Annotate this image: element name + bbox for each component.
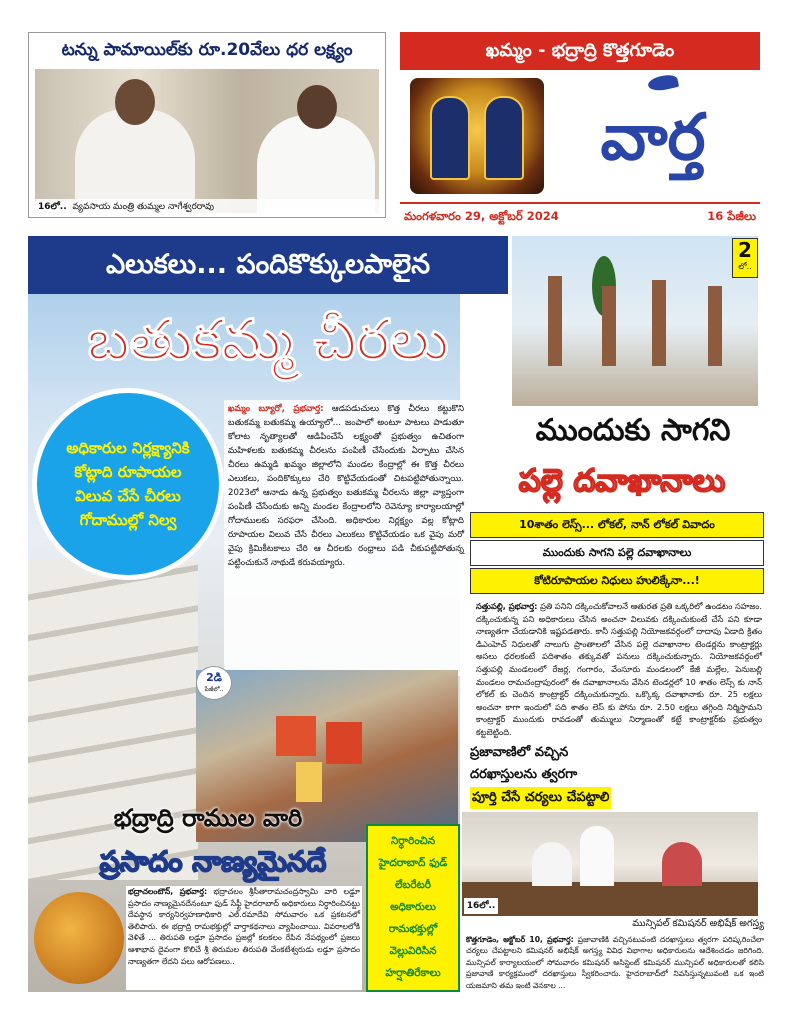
temple-roof-2 (326, 722, 362, 764)
food-lab-line-6: వెల్లువిరిసిన (389, 945, 437, 957)
bar-crore-funds: కోటిరూపాయల నిధులు హులిక్కేనా...! (470, 568, 764, 594)
food-lab-line-5: రామభక్తుల్లో (388, 923, 438, 935)
prajavani-headline-line-3: పూర్తి చేసే చర్యలు చేపట్టాలి (470, 787, 611, 809)
right-headline-top: ముందుకు సాగని (498, 406, 768, 456)
prajavani-headline (466, 740, 766, 812)
circle-callout-text: అధికారుల నిర్లక్ష్యానికి కోట్లాది రూపాయల విలువ చేసే చీరలు గోదాముల్లో నిల్వ (66, 439, 190, 529)
lead-body-text: ఆడపడుచులు కొత్త చీరలు కట్టుకొని బతుకమ్మ బతుకమ్మ ఉయ్యాలో... జంపాలో అంటూ పాటలు పాడుతూ కోలాట నృత్యాలతో ఆడిపించేసే లక్ష్యంతో ప్రభుత్వం ఉచితంగా మహిళలకు బతుకమ్మ చీరలను పంపిణీ చేసేందుకు ఏర్పాటు చేసిన చీరలు ఉమ్మడి ఖమ్మం జిల్లాలోని మండల కేంద్రాల్లో ఈ కొత్త చీరలు ఎలుకలు, పందికొక్కులు చేరి కొట్టివేయడంతో చిటపట్టిపోతున్నాయి. 2023లో ఆనాడు ఉన్న ప్రభుత్వం బతుకమ్మ చీరలను జిల్లా వ్యాప్తంగా పంపిణీ చేసేందుకు అన్ని మండల కేంద్రాలలోని రెవెన్యూ కార్యాలయాల్లో గోదాములకు సరఫరా చేసింది. అధికారుల నిర్లక్ష్యం వల్ల కోట్లాది రూపాయల విలువ చేసే చీరలు ఎలుకలు కొట్టివేయడం ఒక వైపు మరో వైపు క్రిమికీటకాలు చేరి ఆ చీరలకు రంధ్రాలు పడి చీకుపట్టిపోతున్న పట్టించుకునే నాథుడే కరువయ్యారు. (228, 404, 464, 568)
lead-circle-callout (32, 388, 224, 580)
2d-badge-line1: 2డి (206, 671, 222, 684)
lead-kicker: ఎలుకలు... పందికొక్కులపాలైన (28, 236, 508, 294)
temple-body-text: భద్రాచలం శ్రీసీతారామచంద్రస్వామి వారి లడ్డూ ప్రసాదం నాణ్యమైనదేనంటూ ఫుడ్ సేఫ్టీ హైదరాబాద్ అధికారులు నిర్ధారించినట్టు దేవస్థాన కార్యనిర్వహణాధికారి ఎల్.రమాదేవి సోమవారం ఒక ప్రకటనలో తెలిపారు. ఈ భద్రాద్రి రామభక్తుల్లో వార్తాకథనాలు వ్యాపించాయి. వివరాలలోకి వెళితే ... తిరుపతి లడ్డూ ప్రసాదం ప్రజల్లో కలకలం రేపిన నేపథ్యంలో ప్రజలు ఆశాభావ దైవంగా కొలిచే శ్రీ తిరుమల తిరుపతి వేంకటేశ్వరుడు లడ్డూ ప్రసాదం నాణ్యతగా లేదని పలు ఆరోపణలు.. (128, 887, 360, 966)
food-lab-line-4: అధికారులు (390, 901, 436, 913)
desk (462, 882, 758, 916)
person-left-head (115, 79, 155, 125)
page-2-number: 2 (738, 238, 752, 262)
newspaper-name: వార్త (600, 101, 706, 175)
person-seated-2 (662, 842, 702, 886)
page-count: 16 పేజీలు (707, 209, 756, 223)
prajavani-body-text: ప్రజావాణికి వచ్చినటువంటి దరఖాస్తులు త్వరగా పరిష్కరించేలా చర్యలు చేపట్టాలని కమిషనర్ అభిషేక్ అగస్త్య వివిధ విభాగాల అధికారులను ఆదేశించడం జరిగింది. మున్సిపల్ కార్యాలయంలో సోమవారం కమిషనర్ అసిస్టెంట్ కమిషనర్ మున్సిపల్ అధికారులతో కలిసి ప్రజావాణి కార్యక్రమంలో దరఖాస్తులు స్వీకరించారు. హైదరాబాద్‌లో నివసిస్తున్నటువంటి ఒక ఇంటి యజమాని తమ ఇంటి వెనకాల ... (466, 935, 764, 990)
right-bars (470, 512, 764, 596)
palm-oil-page-ref: 16లో.. (35, 202, 70, 212)
bar-10-percent: 10శాతం లెస్స్... లోకల్, నాన్ లోకల్ వివాదం (470, 512, 764, 538)
person-standing (580, 826, 614, 886)
bar-not-progressing: ముందుకు సాగని పల్లె దవాఖానాలు (470, 540, 764, 566)
right-byline: సత్తుపల్లి, ప్రభవార్త: (476, 601, 538, 611)
deity-right (484, 96, 524, 180)
food-lab-line-7: హర్షాతిరేకాలు (385, 967, 441, 979)
minister-photo (35, 69, 379, 213)
person-right-head (297, 85, 337, 129)
temple-tower (296, 762, 322, 802)
lead-byline: ఖమ్మం బ్యూరో, ప్రభవార్త: (228, 404, 324, 414)
masthead-region: ఖమ్మం - భద్రాద్రి కొత్తగూడెం (400, 32, 760, 70)
pillar-3 (652, 280, 666, 366)
temple-roof-1 (276, 716, 316, 756)
food-lab-line-2: హైదరాబాద్ ఫుడ్ (378, 857, 448, 869)
right-headline-bottom: పల్లె దవాఖానాలు (476, 452, 768, 510)
food-lab-line-3: లేబరేటరీ (395, 879, 431, 891)
2d-page-badge (196, 666, 232, 700)
pillar-4 (708, 286, 722, 366)
masthead (400, 32, 760, 230)
temple-byline: భద్రాచలంటౌన్, ప్రభవార్త: (128, 887, 208, 896)
temple-deity-image (410, 78, 544, 194)
prajavani-headline-line-1: ప్రజావాణిలో వచ్చిన (470, 745, 569, 760)
lead-body (224, 400, 468, 676)
page-2-badge (732, 238, 758, 278)
palm-oil-caption-bar (35, 199, 379, 215)
temple-body (126, 886, 362, 990)
person-seated-1 (532, 842, 572, 886)
right-body-text: ప్రతి పనిని దక్కించుకోవాలనే ఆతురత ప్రతి ఒక్కరిలో ఉండటం సహజం. దక్కించుకున్న పని అధికారులు చేసిన అంచనా విలువకు దక్కించుకుంటే చేసే పని కూడా నాణ్యతగా చేయడానికి ఇష్టపడతారు. కానీ సత్తుపల్లి నియోజకవర్గంలో దాదాపు ఏడాది క్రితం డిఎంహెచ్ నిధులతో నాలుగు ప్రాంతాలలో వేసిన పల్లె దవాఖానాల టెండర్లను కాంట్రాక్టర్లు అసలు ధరలకంటే పదిశాతం తక్కువతో పనులు దక్కించుకున్నారు. నియోజకవర్గంలో సత్తుపల్లి మండలంలో రేజర్ల, గంగారం, వేంసూరు మండలంలో కేజీ మల్లేల, పెనుబల్లి మండలం రామచంద్రాపురంలో ఈ దవాఖానాలను వేసిన టెండర్లలో 10 శాతం లెస్స్ కు నాన్ లోకల్ కు చెందిన కాంట్రాక్టర్ దక్కించుకున్నారు. ఒక్కొక్క దవాఖానాకు రూ. 25 లక్షలు అంచనా కాగా ఇందులో పది శాతం లెస్ కు పోను రూ. 2.50 లక్షలు తగ్గింది నిర్మిస్తామని కాంట్రాక్టర్ ముందుకు రావడంతో తుమ్ములు నిర్మాణంతో కట్టే కాంట్రాక్టర్‌కు ప్రభుత్వం కట్టబెట్టింది. (476, 601, 762, 737)
lead-headline: బతుకమ్మ చీరలు (87, 308, 449, 373)
prajavani-body (466, 934, 764, 992)
issue-date: మంగళవారం 29, అక్టోబర్ 2024 (404, 209, 559, 223)
laddu-photo (34, 892, 124, 984)
2d-badge-line2: పేజీలో.. (204, 686, 224, 693)
prajavani-byline: కొత్తగూడెం, అక్టోబర్ 10, ప్రభవార్త: (466, 935, 574, 944)
masthead-date-bar (400, 202, 760, 228)
temple-headline-bottom: ప్రసాదం నాణ్యమైనదే (99, 845, 327, 878)
food-lab-line-1: నిర్ధారించిన (390, 835, 436, 847)
deity-left (430, 96, 470, 180)
prajavani-page-ref: 16లో.. (464, 898, 498, 914)
prajavani-caption: మున్సిపల్ కమిషనర్ అభిషేక్ అగస్త్య (632, 918, 764, 929)
palm-oil-headline: టన్ను పామాయిల్‌కు రూ.20వేలు ధర లక్ష్యం (61, 40, 353, 60)
top-left-story (28, 32, 386, 218)
pillar-2 (602, 286, 616, 366)
palm-oil-caption: వ్యవసాయ మంత్రి తుమ్మల నాగేశ్వరరావు (72, 202, 214, 212)
temple-headline-top: భద్రాద్రి రాముల వారి (113, 804, 303, 832)
page-2-suffix: లో.. (738, 262, 752, 271)
prajavani-headline-line-2: దరఖాస్తులను త్వరగా (470, 767, 578, 782)
commissioner-photo (462, 812, 758, 916)
food-lab-box (366, 824, 460, 992)
pillar-1 (548, 276, 562, 366)
